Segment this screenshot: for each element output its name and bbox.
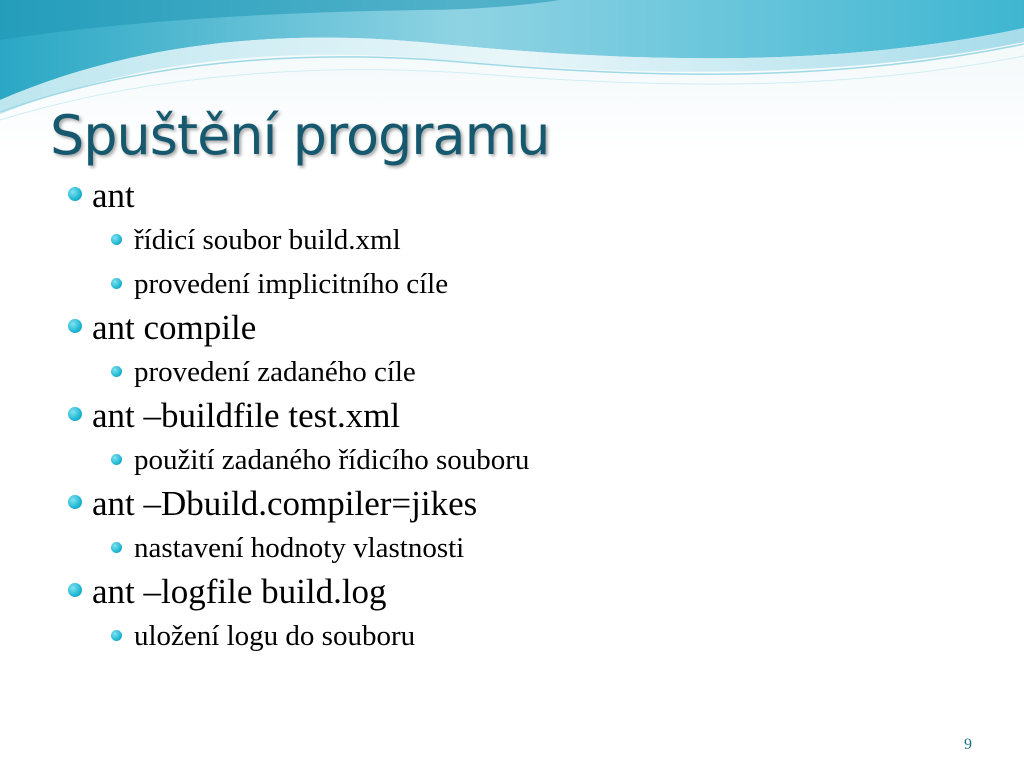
sub-list-item-text: uložení logu do souboru [134, 620, 416, 652]
list-item [66, 482, 986, 526]
bullet-icon [111, 630, 122, 641]
list-item-text: ant –logfile build.log [92, 572, 387, 611]
sub-list-item-text: použití zadaného řídicího souboru [134, 444, 530, 476]
bullet-icon [111, 542, 122, 553]
bullet-icon [111, 234, 122, 245]
sub-list-item-text: provedení zadaného cíle [134, 356, 416, 388]
sub-list-item [66, 218, 986, 262]
list-item-text: ant –Dbuild.compiler=jikes [92, 484, 478, 523]
bullet-list [66, 174, 986, 658]
list-item [66, 394, 986, 438]
bullet-icon [111, 278, 122, 289]
sub-list-item [66, 262, 986, 306]
bullet-icon [68, 187, 82, 201]
bullet-icon [111, 366, 122, 377]
bullet-icon [111, 454, 122, 465]
slide-title: Spuštění programu [50, 104, 550, 167]
list-item-text: ant –buildfile test.xml [92, 396, 401, 435]
sub-list-item [66, 350, 986, 394]
sub-list-item [66, 614, 986, 658]
sub-list-item [66, 438, 986, 482]
bullet-icon [68, 495, 82, 509]
list-item-text: ant compile [92, 308, 257, 347]
sub-list-item-text: provedení implicitního cíle [134, 268, 449, 300]
bullet-icon [68, 319, 82, 333]
list-item [66, 570, 986, 614]
list-item [66, 306, 986, 350]
list-item-text: ant [92, 176, 135, 215]
bullet-icon [68, 407, 82, 421]
list-item [66, 174, 986, 218]
sub-list-item-text: řídicí soubor build.xml [134, 224, 401, 256]
slide-number: 9 [964, 736, 972, 753]
bullet-icon [68, 583, 82, 597]
sub-list-item [66, 526, 986, 570]
sub-list-item-text: nastavení hodnoty vlastnosti [134, 532, 465, 564]
